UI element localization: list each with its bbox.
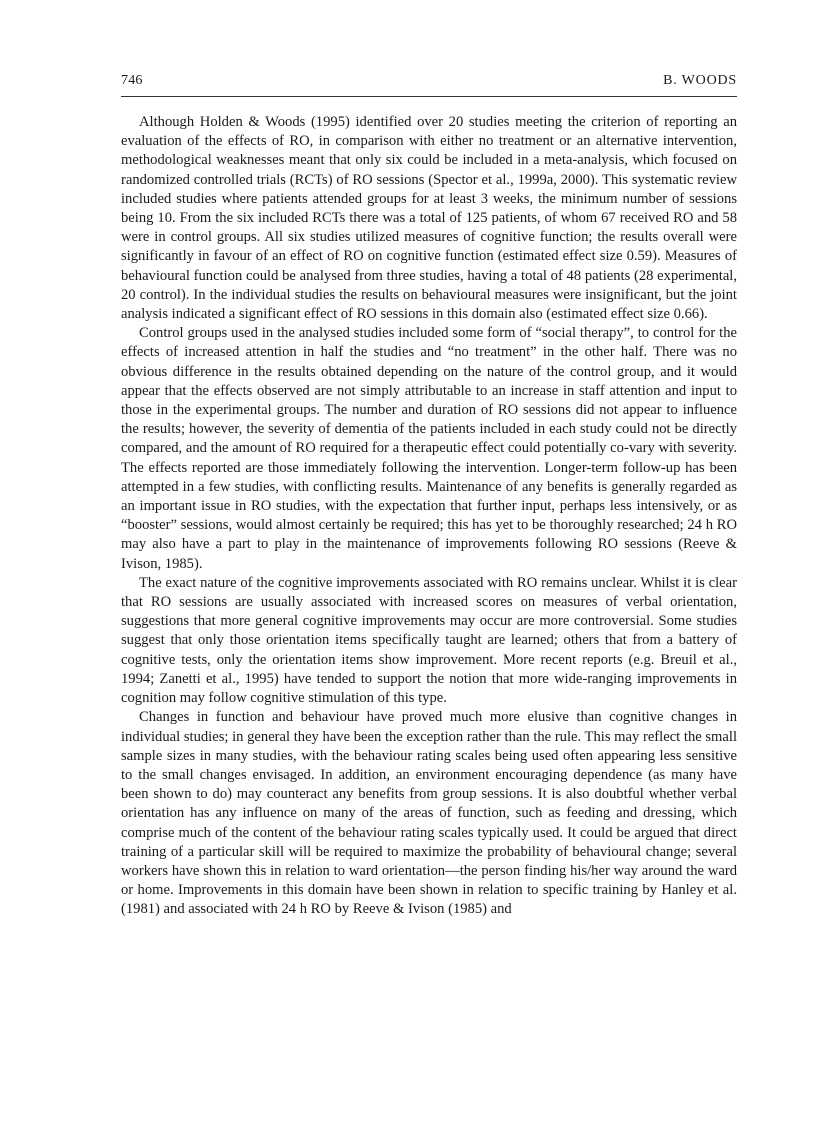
running-head-author: B. WOODS <box>663 73 737 88</box>
paragraph: Although Holden & Woods (1995) identified over 20 studies meeting the criterion of reporting an evaluation of the effects of RO, in comparison with either no treatment or an alternative intervention, methodological weaknesses meant that only six could be included in a meta-analysis, which focused on randomized controlled trials (RCTs) of RO sessions (Spector et al., 1999a, 2000). This systematic review included studies where patients attended groups for at least 3 weeks, the minimum number of sessions being 10. From the six included RCTs there was a total of 125 patients, of whom 67 received RO and 58 were in control groups. All six studies utilized measures of cognitive function; the results overall were significantly in favour of an effect of RO on cognitive function (estimated effect size 0.59). Measures of behavioural function could be analysed from three studies, having a total of 48 patients (28 experimental, 20 control). In the individual studies the results on behavioural measures were insignificant, but the joint analysis indicated a significant effect of RO sessions in this domain also (estimated effect size 0.66). <box>121 114 737 323</box>
paragraph: Control groups used in the analysed studies included some form of “social therapy”, to control for the effects of increased attention in half the studies and “no treatment” in the other half. There was no obvious difference in the results obtained depending on the nature of the control group, and it would appear that the effects observed are not simply attributable to an increase in staff attention and input to those in the experimental groups. The number and duration of RO sessions did not appear to influence the results; however, the severity of dementia of the patients included in each study could not be directly compared, and the amount of RO required for a therapeutic effect could potentially co-vary with severity. The effects reported are those immediately following the intervention. Longer-term follow-up has been attempted in a few studies, with conflicting results. Maintenance of any benefits is generally regarded as an important issue in RO studies, with the expectation that further input, perhaps less intensively, or as “booster” sessions, would almost certainly be required; this has yet to be thoroughly researched; 24 h RO may also have a part to play in the maintenance of improvements following RO sessions (Reeve & Ivison, 1985). <box>121 325 737 572</box>
page-number: 746 <box>121 73 143 88</box>
paragraph: The exact nature of the cognitive improvements associated with RO remains unclear. Whilst it is clear that RO sessions are usually associated with increased scores on measures of verbal orientation, suggestions that more general cognitive improvements may occur are more controversial. Some studies suggest that only those orientation items specifically taught are learned; others that from a battery of cognitive tests, only the orientation items show improvement. More recent reports (e.g. Breuil et al., 1994; Zanetti et al., 1995) have tended to support the notion that more wide-ranging improvements in cognition may follow cognitive stimulation of this type. <box>121 574 737 707</box>
running-head <box>121 72 737 97</box>
paragraph: Changes in function and behaviour have proved much more elusive than cognitive changes in individual studies; in general they have been the exception rather than the rule. This may reflect the small sample sizes in many studies, with the behaviour rating scales being used often appearing less sensitive to the small changes envisaged. In addition, an environment encouraging dependence (as many have been shown to do) may counteract any benefits from group sessions. It is also doubtful whether verbal orientation has any influence on many of the areas of function, such as feeding and dressing, which comprise much of the content of the behaviour rating scales typically used. It could be argued that direct training of a particular skill will be required to maximize the probability of behavioural change; several workers have shown this in relation to ward orientation—the person finding his/her way around the ward or home. Improvements in this domain have been shown in relation to specific training by Hanley et al. (1981) and associated with 24 h RO by Reeve & Ivison (1985) and <box>121 709 737 918</box>
body-text <box>121 113 737 920</box>
journal-page <box>121 72 737 920</box>
